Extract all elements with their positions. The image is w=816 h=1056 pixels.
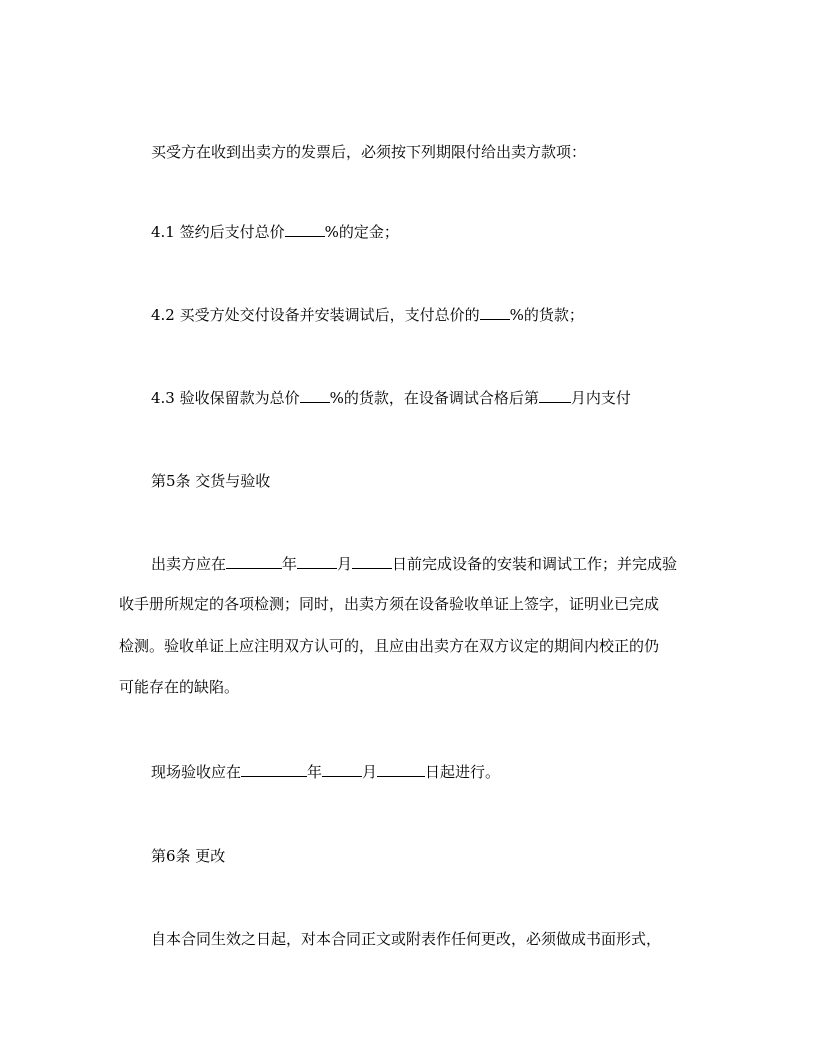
blank-payment-percent: [480, 305, 510, 320]
blank-acceptance-year: [241, 762, 307, 777]
clause-4-3-tail: 月内支付: [570, 389, 631, 407]
delivery-year-label: 年: [282, 555, 298, 573]
site-acceptance-text-d: 日起进行。: [425, 763, 501, 781]
clause-4-2: [151, 305, 584, 325]
blank-delivery-day: [352, 554, 392, 569]
blank-retention-percent: [300, 388, 330, 403]
delivery-text-line-2: 收手册所规定的各项检测；同时，出卖方须在设备验收单证上签字，证明业已完成: [119, 595, 660, 613]
article-5-para-line-3: [119, 636, 659, 656]
article-5-para-line-1: [151, 554, 677, 574]
delivery-text-a: 出卖方应在: [151, 555, 227, 573]
article-5-heading: [151, 471, 270, 491]
blank-month-number: [539, 388, 571, 403]
blank-delivery-month: [297, 554, 337, 569]
payment-terms-intro: [151, 142, 586, 162]
article-6-heading: [151, 846, 225, 866]
clause-4-3-mid: %的货款，在设备调试合格后第: [329, 389, 539, 407]
delivery-text-d: 日前完成设备的安装和调试工作；并完成验: [392, 555, 678, 573]
payment-terms-intro-text: 买受方在收到出卖方的发票后，必须按下列期限付给出卖方款项：: [151, 143, 587, 161]
amendment-text: 自本合同生效之日起，对本合同正文或附表作任何更改，必须做成书面形式，: [151, 930, 662, 948]
acceptance-month-label: 月: [362, 763, 378, 781]
delivery-text-line-4: 可能存在的缺陷。: [119, 678, 240, 696]
site-acceptance-line: [151, 762, 500, 782]
article-5-para-line-2: [119, 594, 659, 614]
article-6-title: 第6条 更改: [151, 847, 226, 865]
blank-deposit-percent: [285, 222, 325, 237]
clause-4-2-text: 4.2 买受方处交付设备并安装调试后，支付总价的: [151, 306, 480, 324]
clause-4-3-text: 4.3 验收保留款为总价: [151, 389, 300, 407]
clause-4-1: [151, 222, 399, 242]
blank-acceptance-month: [322, 762, 362, 777]
delivery-month-label: 月: [337, 555, 353, 573]
delivery-text-line-3: 检测。验收单证上应注明双方认可的，且应由出卖方在双方议定的期间内校正的仍: [119, 637, 660, 655]
blank-acceptance-day: [377, 762, 425, 777]
acceptance-year-label: 年: [307, 763, 323, 781]
blank-delivery-year: [226, 554, 282, 569]
clause-4-1-tail: %的定金；: [324, 223, 399, 241]
article-5-title: 第5条 交货与验收: [151, 472, 271, 490]
amendment-para-line-1: [151, 929, 661, 949]
clause-4-3: [151, 388, 631, 408]
clause-4-1-text: 4.1 签约后支付总价: [151, 223, 285, 241]
article-5-para-line-4: [119, 677, 239, 697]
clause-4-2-tail: %的货款；: [509, 306, 584, 324]
site-acceptance-text-a: 现场验收应在: [151, 763, 242, 781]
